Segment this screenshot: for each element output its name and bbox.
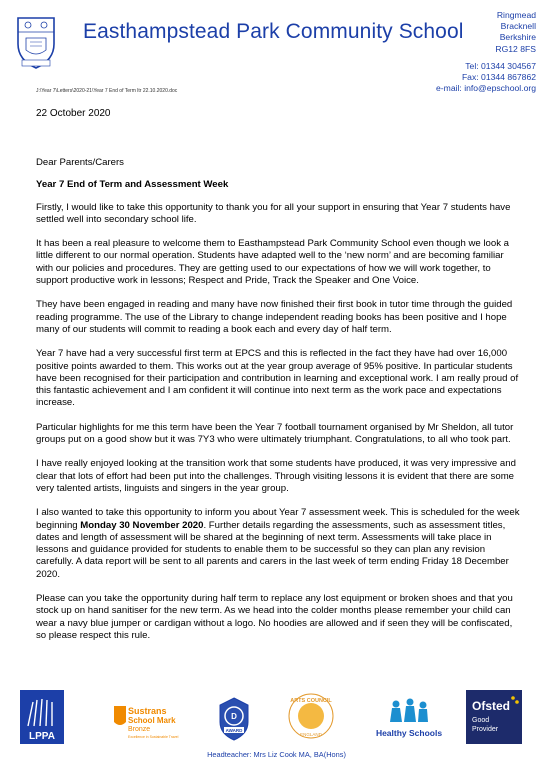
headteacher-name: Headteacher: Mrs Liz Cook MA, BA(Hons)	[207, 750, 346, 759]
paragraph: They have been engaged in reading and many have now finished their first book in tutor time through the guided reading programme. The use of the Library to change independent reading books has been positive and I hope many of our students will commit to reading a book each and every day of half term.	[36, 299, 513, 335]
paragraph: Please can you take the opportunity during half term to replace any lost equipment or broken shoes and that you stock up on hand sanitiser for the new term. As we head into the colder months please remember your child can wear a navy blue jumper or cardigan without a logo. No hoodies are allowed and if seen they will be confiscated, so please respect this rule.	[36, 593, 513, 641]
school-address	[436, 10, 536, 94]
svg-text:D: D	[231, 712, 237, 721]
sustrans-tagline-text: Excellence in Sustainable Travel	[128, 735, 179, 739]
fax: Fax: 01344 867862	[461, 72, 536, 83]
sustrans-bronze-text: Bronze	[128, 726, 151, 733]
address-line: Bracknell	[500, 21, 536, 32]
email: e-mail: info@epschool.org	[436, 83, 536, 94]
accreditation-logos	[0, 690, 553, 750]
paragraph: It has been a real pleasure to welcome them to Easthampstead Park Community School even though we look a little different to our normal operation. Students have adapted well to the ‘new norm’ and are becoming familiar with our policies and procedures. They are getting used to our expectations of how we will work together, to support productive work in lessons; Respect and Pride, Track the Speaker and One Voice.	[36, 238, 510, 287]
salutation: Dear Parents/Carers	[36, 157, 124, 168]
award-badge-logo	[216, 696, 252, 742]
arts-council-text: ARTS COUNCIL	[290, 698, 332, 704]
ofsted-provider-text: Provider	[472, 726, 499, 733]
file-reference: J:\Year 7\Letters\2020-21\Year 7 End of Term ltr 22.10.2020.doc	[36, 88, 178, 94]
school-name: Easthampstead Park Community School	[83, 20, 464, 43]
paragraph: Firstly, I would like to take this opportunity to thank you for all your support in ensuring that Year 7 students have settled well into secondary school life.	[36, 201, 511, 225]
paragraph: I have really enjoyed looking at the transition work that some students have produced, it was very impressive and clear that lots of effort had been put into the challenges. Through visiting lessons it is evident that there are some very talented artists, linguists and singers in the year group.	[36, 458, 516, 494]
ofsted-text: Ofsted	[472, 699, 511, 713]
assessment-text: . Further details regarding the assessments, such as assessment titles, dates and length of assessment will be shared at the beginning of next term. Assessments will take place in lessons and guidance provided for students to enable them to be successful so they can plan any revision carefully. A data report will be sent to all parents and carers in the last week of term ending Friday 18 December 2020.	[36, 519, 509, 580]
sustrans-logo	[108, 702, 182, 742]
telephone: Tel: 01344 304567	[465, 60, 536, 71]
sustrans-schoolmark-text: School Mark	[128, 716, 176, 725]
assessment-date: Monday 30 November 2020	[80, 519, 204, 531]
healthy-schools-text: Healthy Schools	[376, 728, 442, 738]
assessment-paragraph	[36, 507, 520, 581]
sustrans-text: Sustrans	[128, 706, 167, 716]
letter-heading: Year 7 End of Term and Assessment Week	[36, 179, 229, 191]
ofsted-logo	[466, 690, 522, 744]
award-text: AWARD	[225, 728, 243, 733]
address-line: RG12 8FS	[495, 43, 536, 54]
healthy-schools-logo	[376, 696, 442, 744]
letter-body	[36, 157, 520, 654]
lppa-logo	[20, 690, 64, 744]
arts-council-logo	[286, 690, 336, 744]
assessment-text: I also wanted to take this opportunity to inform you about Year 7 assessment week. This is scheduled for the week beginning	[36, 507, 520, 531]
address-line: Ringmead	[496, 10, 536, 20]
address-line: Berkshire	[499, 32, 536, 43]
letter-date: 22 October 2020	[36, 108, 111, 119]
lppa-text: LPPA	[29, 731, 55, 742]
arts-england-text: ENGLAND	[300, 732, 322, 737]
paragraph: Year 7 have had a very successful first term at EPCS and this is reflected in the fact they have had over 16,000 positive points awarded to them. This works out at the year group average of 95% positive. In particular students have been recognised for their participation and contribution in learning and exceptional work. I am really proud of this fantastic achievement and I am confident it will continue into next term as the work pace and expectations increase.	[36, 348, 519, 409]
paragraph: Particular highlights for me this term have been the Year 7 football tournament organised by Mr Sheldon, all tutor groups put on a good show but it was 7Y3 who were ultimately triumphant. Congratulations, to all who took part.	[36, 421, 514, 446]
school-crest-logo	[14, 14, 58, 70]
ofsted-good-text: Good	[472, 717, 490, 724]
